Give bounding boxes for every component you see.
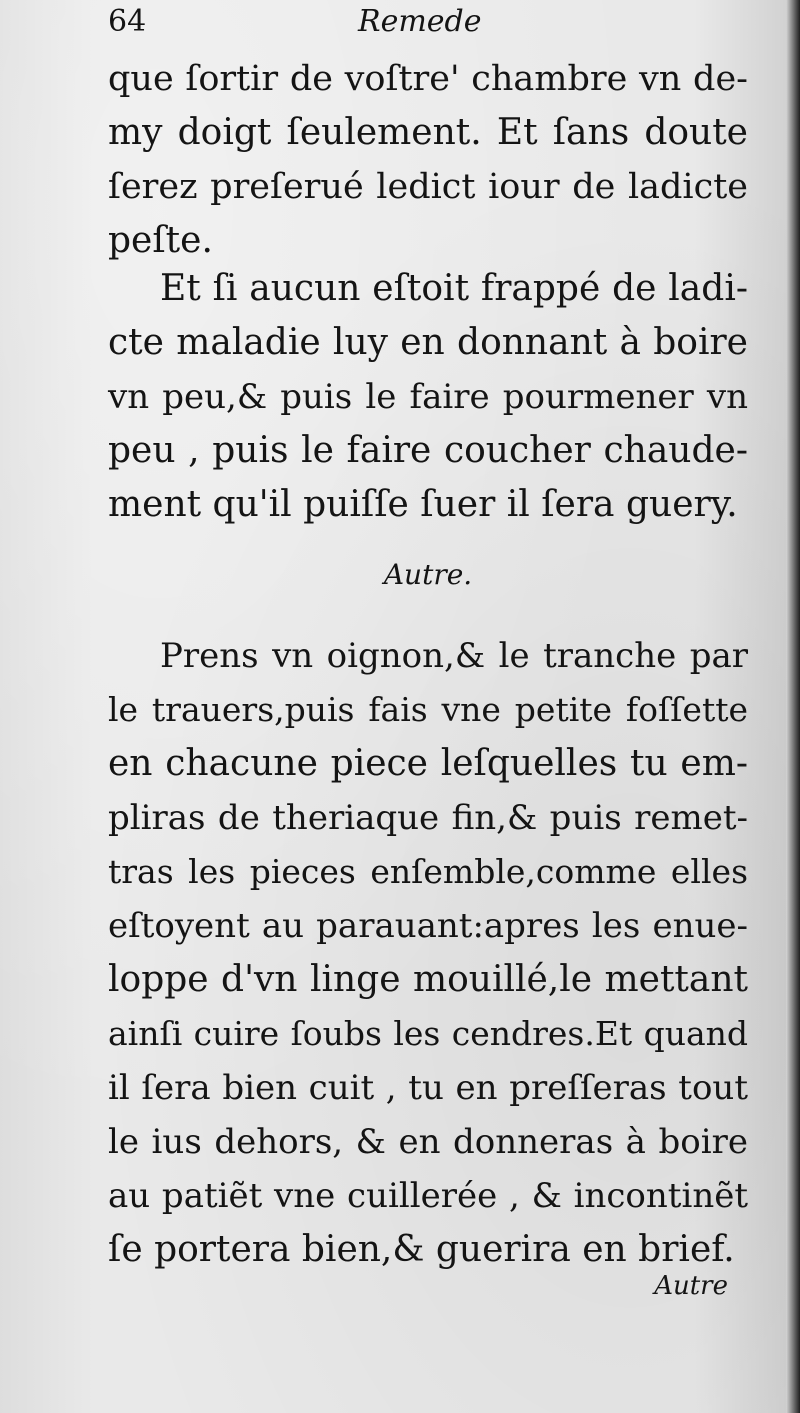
text-line: le ius dehors, & en donneras à boire — [108, 1122, 748, 1162]
text-line: au patiẽt vne cuillerée , & incontinẽt — [108, 1176, 748, 1216]
catchword: Autre — [654, 1271, 728, 1301]
text-line: cte maladie luy en donnant à boire — [108, 322, 748, 363]
text-line: ment qu'il puiſſe ſuer il ſera guery. — [108, 484, 738, 525]
text-line: peſte. — [108, 220, 213, 261]
text-line: ainſi cuire ſoubs les cendres.Et quand — [108, 1014, 748, 1053]
paragraph-continuation — [108, 52, 748, 268]
text-line: en chacune piece leſquelles tu em- — [108, 743, 748, 784]
text-line: ſe portera bien,& guerira en brief. — [108, 1229, 735, 1270]
text-line: que ſortir de voſtre' chambre vn de- — [108, 59, 748, 99]
text-line: vn peu,& puis le faire pourmener vn — [108, 377, 748, 417]
page-number: 64 — [108, 4, 147, 39]
text-line: eſtoyent au parauant:apres les enue- — [108, 906, 748, 946]
running-head — [108, 2, 748, 42]
paragraph-plague-treatment — [108, 262, 748, 532]
text-line: tras les pieces enſemble,comme elles — [108, 852, 748, 891]
text-line: loppe d'vn linge mouillé,le mettant — [108, 959, 748, 1000]
paragraph-onion-remedy — [108, 629, 748, 1277]
text-line: il ſera bien cuit , tu en preſſeras tout — [108, 1068, 748, 1108]
text-line: le trauers,puis fais vne petite foſſette — [108, 690, 748, 729]
text-line: my doigt ſeulement. Et ſans doute — [108, 112, 748, 153]
text-line: peu , puis le faire coucher chaude- — [108, 430, 748, 471]
text-line: Et ſi aucun eſtoit frappé de ladi- — [160, 268, 748, 309]
text-line: pliras de theriaque fin,& puis remet- — [108, 798, 748, 838]
text-line: ſerez preſerué ledict iour de ladicte — [108, 167, 748, 207]
text-line: Prens vn oignon,& le tranche par — [160, 636, 748, 676]
section-heading: Autre. — [383, 558, 473, 591]
page-edge-shadow — [786, 0, 800, 1413]
running-title: Remede — [358, 4, 482, 39]
